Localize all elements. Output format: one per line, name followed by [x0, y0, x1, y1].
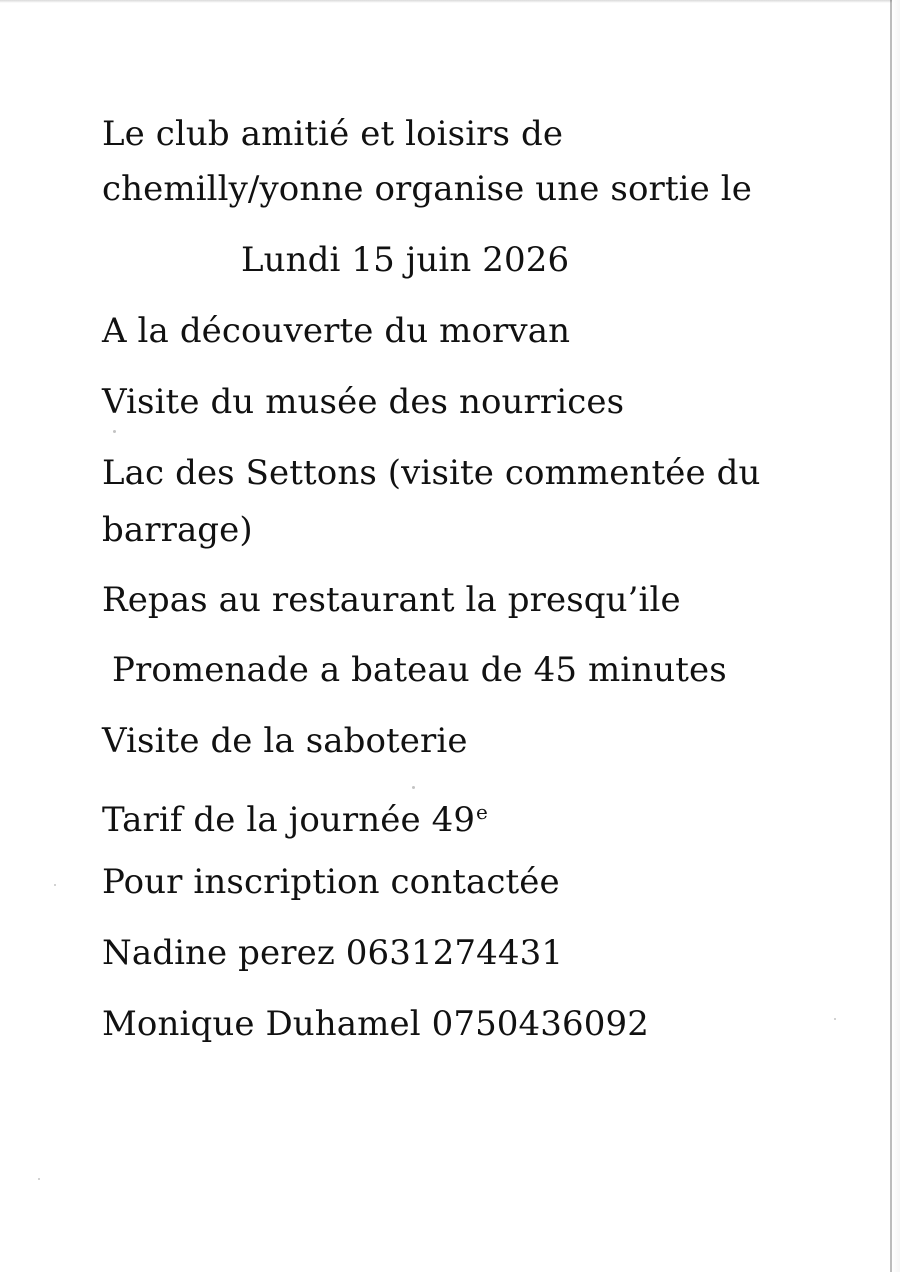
discovery-line: A la découverte du morvan — [102, 311, 571, 351]
lake-visit-line-2: barrage) — [102, 510, 253, 550]
tariff-superscript: e — [476, 800, 488, 824]
contact-line-2: Monique Duhamel 0750436092 — [102, 1004, 649, 1044]
lake-visit-line-1: Lac des Settons (visite commentée du — [102, 453, 761, 493]
scan-top-edge — [0, 0, 900, 3]
contact-line-1: Nadine perez 0631274431 — [102, 933, 564, 973]
scan-speck — [38, 1178, 40, 1180]
scan-speck — [834, 1018, 836, 1020]
registration-line: Pour inscription contactée — [102, 862, 560, 902]
scan-right-edge-shadow — [892, 0, 900, 1272]
scan-speck — [113, 430, 116, 433]
meal-line: Repas au restaurant la presqu’ile — [102, 580, 681, 620]
tariff-line — [102, 790, 488, 842]
outing-date: Lundi 15 juin 2026 — [241, 240, 570, 280]
intro-line-2: chemilly/yonne organise une sortie le — [102, 169, 752, 209]
clog-workshop-line: Visite de la saboterie — [102, 721, 468, 761]
intro-line-1: Le club amitié et loisirs de — [102, 114, 564, 154]
boat-ride-line: Promenade a bateau de 45 minutes — [112, 650, 727, 690]
museum-visit-line: Visite du musée des nourrices — [102, 382, 625, 422]
scan-speck — [412, 786, 415, 789]
tariff-text: Tarif de la journée 49 — [102, 800, 476, 840]
scan-right-edge — [890, 0, 892, 1272]
scan-speck — [54, 884, 56, 886]
